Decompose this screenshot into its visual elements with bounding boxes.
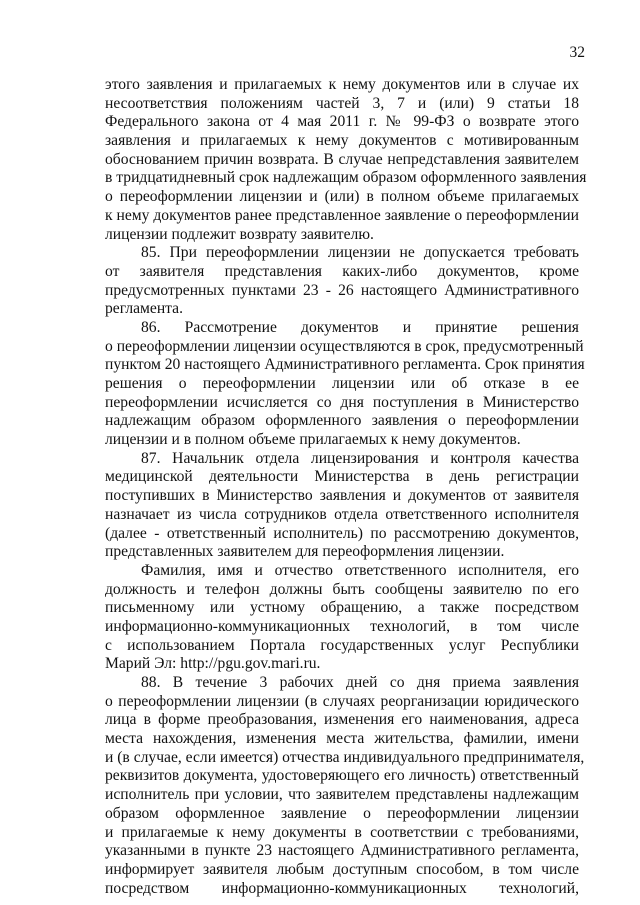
text-line: и прилагаемые к нему документы в соответствии с требованиями, — [105, 823, 579, 841]
text-line: (далее - ответственный исполнитель) по рассмотрению документов, — [105, 524, 579, 542]
text-line: о переоформлении лицензии и (или) в полном объеме прилагаемых — [105, 188, 579, 206]
text-line: пунктом 20 настоящего Административного регламента. Срок принятия — [105, 356, 585, 374]
paragraph-first-line: 85. При переоформлении лицензии не допускается требовать — [141, 244, 579, 262]
text-line: письменному или устному обращению, а также посредством — [105, 599, 579, 617]
text-line: Марий Эл: http://pgu.gov.mari.ru. — [105, 655, 321, 673]
text-line: этого заявления и прилагаемых к нему документов или в случае их — [105, 76, 579, 93]
text-line: о переоформлении лицензии осуществляются в срок, предусмотренный — [105, 337, 584, 355]
text-line: Федерального закона от 4 мая 2011 г. № 99-ФЗ о возврате этого — [105, 113, 579, 131]
text-line: несоответствия положениям частей 3, 7 и (или) 9 статьи 18 — [105, 94, 579, 112]
paragraph-first-line: 86. Рассмотрение документов и принятие решения — [141, 318, 579, 336]
paragraph-first-line: 88. В течение 3 рабочих дней со дня приема заявления — [141, 674, 579, 691]
text-line: регламента. — [105, 300, 183, 318]
paragraph-first-line: Фамилия, имя и отчество ответственного исполнителя, его — [141, 561, 579, 579]
text-line: лицензии подлежит возврату заявителю. — [105, 225, 374, 243]
text-line: в тридцатидневный срок надлежащим образом оформленного заявления — [105, 169, 587, 187]
text-line: переоформлении исчисляется со дня поступления в Министерство — [105, 393, 579, 411]
text-line: от заявителя представления каких-либо документов, кроме — [105, 262, 579, 280]
text-line: исполнитель при условии, что заявителем представлены надлежащим — [105, 786, 579, 804]
page-number: 32 — [569, 44, 585, 61]
text-line: места нахождения, изменения места жительства, фамилии, имени — [105, 730, 579, 748]
text-line: о переоформлении лицензии (в случаях реорганизации юридического — [105, 692, 579, 710]
text-line: должность и телефон должны быть сообщены заявителю по его — [105, 580, 579, 598]
text-line: представленных заявителем для переоформления лицензии. — [105, 543, 505, 561]
text-line: медицинской деятельности Министерства в день регистрации — [105, 468, 579, 486]
text-line: информирует заявителя любым доступным способом, в том числе — [105, 860, 579, 878]
text-line: реквизитов документа, удостоверяющего его личность) ответственный — [105, 767, 579, 785]
text-line: с использованием Портала государственных услуг Республики — [105, 636, 579, 654]
text-line: обоснованием причин возврата. В случае непредставления заявителем — [105, 150, 579, 168]
text-line: предусмотренных пунктами 23 - 26 настоящего Административного — [105, 281, 579, 299]
text-line: лица в форме преобразования, изменения его наименования, адреса — [105, 711, 579, 729]
text-line: посредством информационно-коммуникационных технологий, — [105, 879, 579, 897]
text-line: заявления и прилагаемых к нему документов с мотивированным — [105, 132, 579, 150]
document-body — [105, 76, 587, 898]
paragraph-first-line: 87. Начальник отдела лицензирования и контроля качества — [141, 449, 579, 467]
text-line: решения о переоформлении лицензии или об отказе в ее — [105, 375, 579, 392]
text-line: лицензии и в полном объеме прилагаемых к нему документов. — [105, 431, 521, 449]
text-line: указанными в пункте 23 настоящего Административного регламента, — [105, 842, 579, 860]
text-line: назначает из числа сотрудников отдела ответственного исполнителя — [105, 505, 579, 523]
text-line: надлежащим образом оформленного заявления о переоформлении — [105, 412, 579, 430]
text-line: поступивших в Министерство заявления и документов от заявителя — [105, 487, 579, 505]
text-line: и (в случае, если имеется) отчества индивидуального предпринимателя, — [105, 748, 585, 766]
text-line: образом оформленное заявление о переоформлении лицензии — [105, 804, 579, 822]
text-line: информационно-коммуникационных технологий, в том числе — [105, 617, 579, 635]
text-line: к нему документов ранее представленное заявление о переоформлении — [105, 206, 579, 224]
